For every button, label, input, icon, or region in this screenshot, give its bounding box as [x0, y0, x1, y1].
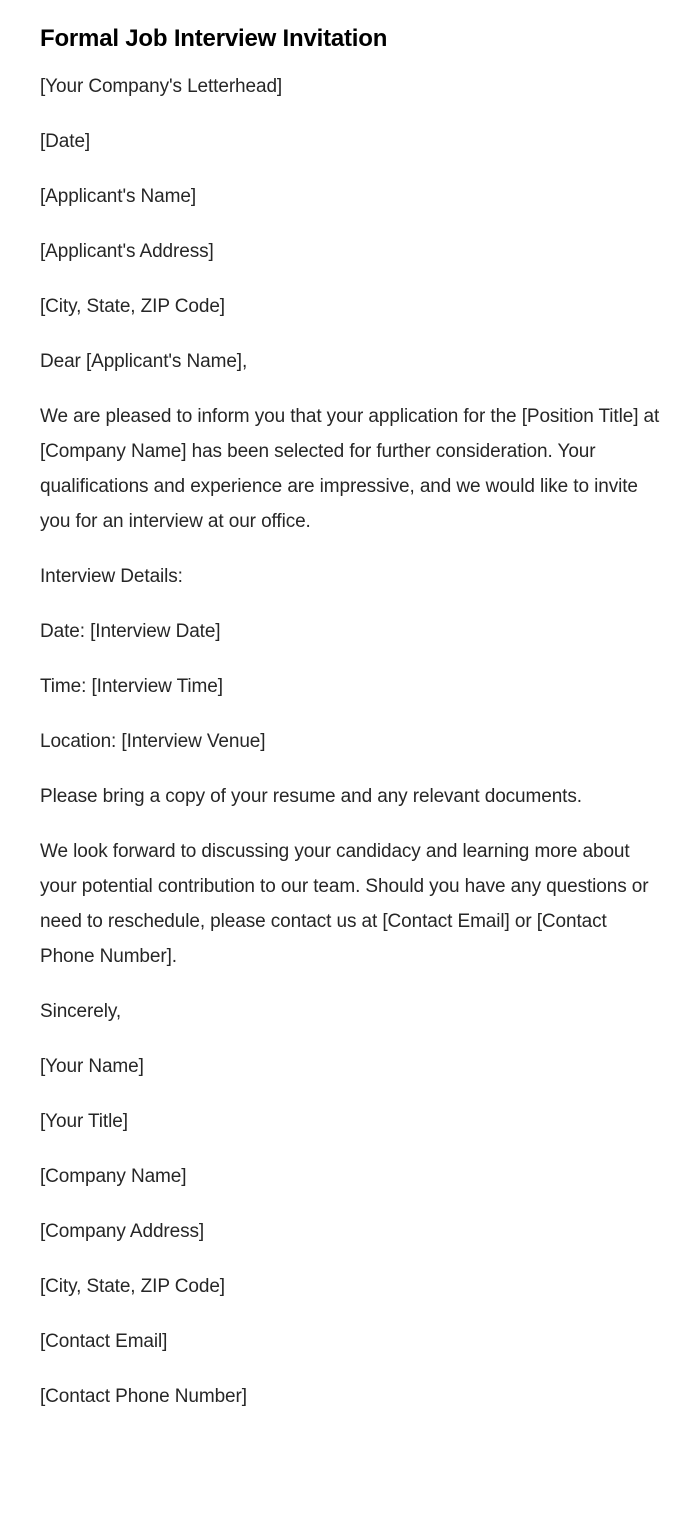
letter-paragraph: [Company Name] [40, 1166, 187, 1187]
letter-paragraph: [City, State, ZIP Code] [40, 1276, 225, 1297]
letter-paragraph: [Your Title] [40, 1111, 128, 1132]
letter-paragraph: [Applicant's Name] [40, 186, 197, 207]
letter-paragraph: Please bring a copy of your resume and any relevant documents. [40, 786, 582, 807]
letter-paragraph: [Your Company's Letterhead] [40, 76, 283, 97]
letter-paragraph: [Contact Email] [40, 1331, 168, 1352]
letter-paragraph: [Contact Phone Number] [40, 1386, 247, 1407]
letter-paragraph: Sincerely, [40, 1001, 122, 1022]
page-title: Formal Job Interview Invitation [40, 25, 388, 52]
letter-paragraph: [Company Address] [40, 1221, 205, 1242]
letter-paragraph: [Date] [40, 131, 91, 152]
letter-paragraph: We look forward to discussing your candidacy and learning more about your potential contribution to our team. Should you have any questions or need to reschedule, please contact us at [Contact Email] or [Contact Phone Number]. [40, 841, 649, 967]
letter-paragraph: We are pleased to inform you that your application for the [Position Title] at [Company Name] has been selected for further consideration. Your qualifications and experience are impressive, and we would like to invite you for an interview at our office. [40, 406, 660, 532]
letter-paragraph: Interview Details: [40, 566, 183, 587]
letter-paragraph: Date: [Interview Date] [40, 621, 221, 642]
letter-paragraph: Time: [Interview Time] [40, 676, 223, 697]
letter-paragraph: [Applicant's Address] [40, 241, 214, 262]
letter-body [40, 69, 660, 1414]
letter-paragraph: [Your Name] [40, 1056, 144, 1077]
letter-paragraph: Location: [Interview Venue] [40, 731, 266, 752]
letter-paragraph: [City, State, ZIP Code] [40, 296, 225, 317]
letter-paragraph: Dear [Applicant's Name], [40, 351, 248, 372]
